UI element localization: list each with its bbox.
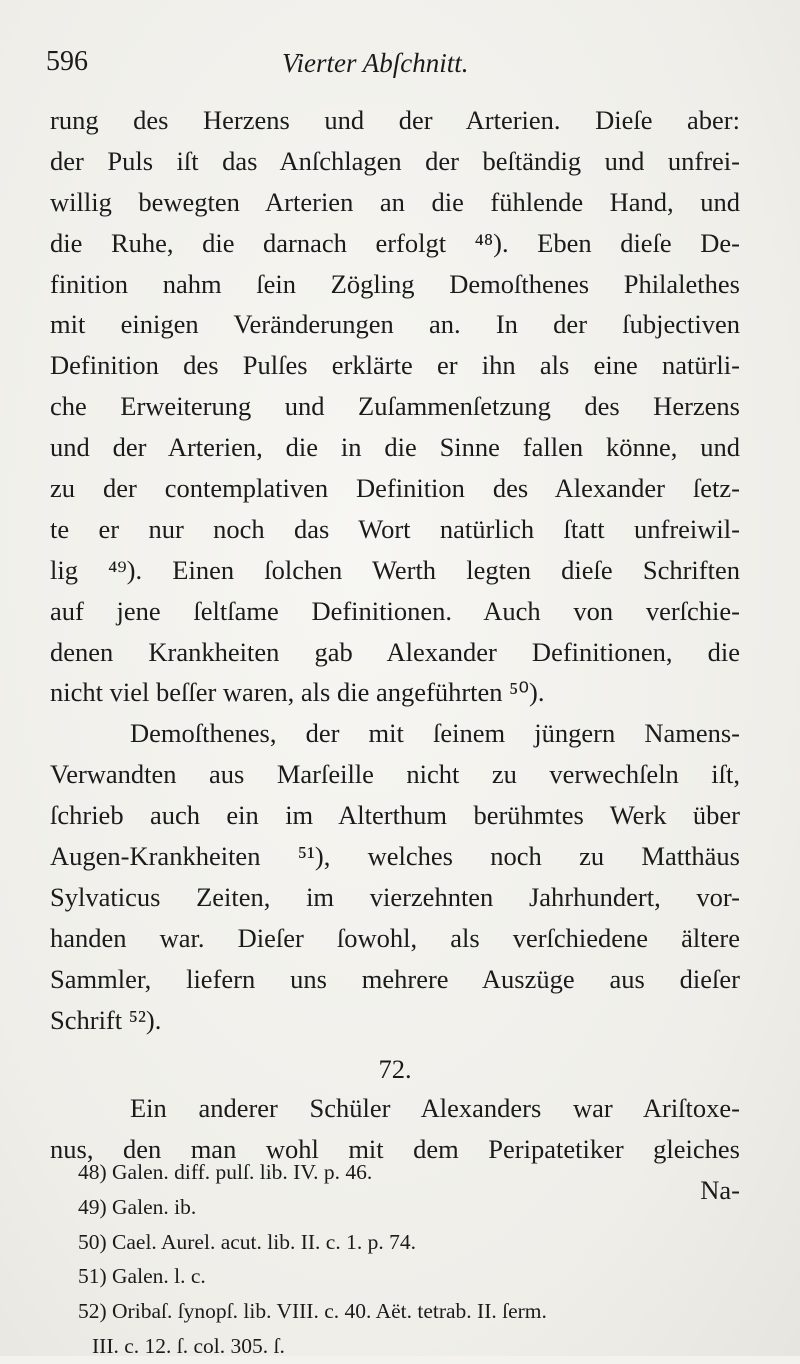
text-line: Verwandten aus Marſeille nicht zu verwechſeln iſt,	[50, 759, 740, 790]
footnote: 51) Galen. l. c.	[78, 1264, 206, 1289]
footnote: 52) Oribaſ. ſynopſ. lib. VIII. c. 40. Aët. tetrab. II. ſerm.	[78, 1299, 547, 1324]
text-line: Definition des Pulſes erklärte er ihn als eine natürli-	[50, 350, 740, 381]
text-line: willig bewegten Arterien an die fühlende Hand, und	[50, 186, 740, 217]
section-number: 72.	[378, 1054, 412, 1085]
main-text	[50, 100, 740, 1211]
text-line: ſchrieb auch ein im Alterthum berühmtes Werk über	[50, 800, 740, 831]
text-line: lig ⁴⁹). Einen ſolchen Werth legten dieſe Schriften	[50, 554, 740, 585]
text-line: che Erweiterung und Zuſammenſetzung des Herzens	[50, 391, 740, 422]
text-line: nus, den man wohl mit dem Peripatetiker gleiches	[50, 1134, 740, 1165]
text-line: finition nahm ſein Zögling Demoſthenes Philalethes	[50, 268, 740, 299]
footnote: 50) Cael. Aurel. acut. lib. II. c. 1. p. 74.	[78, 1229, 416, 1254]
text-line: auf jene ſeltſame Definitionen. Auch von verſchie-	[50, 595, 740, 626]
catchword: Na-	[700, 1175, 740, 1206]
text-line: handen war. Dieſer ſowohl, als verſchiedene ältere	[50, 922, 740, 953]
text-line: Schrift ⁵²).	[50, 1004, 162, 1035]
page-number: 596	[46, 46, 88, 77]
text-line: rung des Herzens und der Arterien. Dieſe aber:	[50, 105, 740, 135]
text-line: nicht viel beſſer waren, als die angeführten ⁵⁰).	[50, 677, 545, 708]
text-line: te er nur noch das Wort natürlich ſtatt unfreiwil-	[50, 513, 740, 544]
footnotes	[78, 1155, 738, 1364]
text-line: und der Arterien, die in die Sinne fallen könne, und	[50, 432, 740, 463]
text-line: mit einigen Veränderungen an. In der ſubjectiven	[50, 309, 740, 340]
paragraph-start-line: Demoſthenes, der mit ſeinem jüngern Namens-	[130, 718, 740, 749]
footnote-continuation: III. c. 12. ſ. col. 305. ſ.	[92, 1333, 285, 1358]
text-line: der Puls iſt das Anſchlagen der beſtändig und unfrei-	[50, 145, 740, 176]
text-line: zu der contemplativen Definition des Alexander ſetz-	[50, 473, 740, 504]
footnote: 49) Galen. ib.	[78, 1194, 197, 1219]
footnote: 48) Galen. diff. pulſ. lib. IV. p. 46.	[78, 1160, 373, 1184]
running-title: Vierter Abſchnitt.	[282, 48, 469, 78]
paragraph-start-line: Ein anderer Schüler Alexanders war Ariſtoxe-	[130, 1093, 740, 1124]
text-line: Augen-Krankheiten ⁵¹), welches noch zu Matthäus	[50, 841, 740, 872]
page-header	[46, 46, 746, 86]
text-line: Sammler, liefern uns mehrere Auszüge aus dieſer	[50, 963, 740, 994]
text-line: die Ruhe, die darnach erfolgt ⁴⁸). Eben dieſe De-	[50, 227, 740, 258]
text-line: denen Krankheiten gab Alexander Definitionen, die	[50, 636, 740, 667]
text-line: Sylvaticus Zeiten, im vierzehnten Jahrhundert, vor-	[50, 881, 740, 912]
